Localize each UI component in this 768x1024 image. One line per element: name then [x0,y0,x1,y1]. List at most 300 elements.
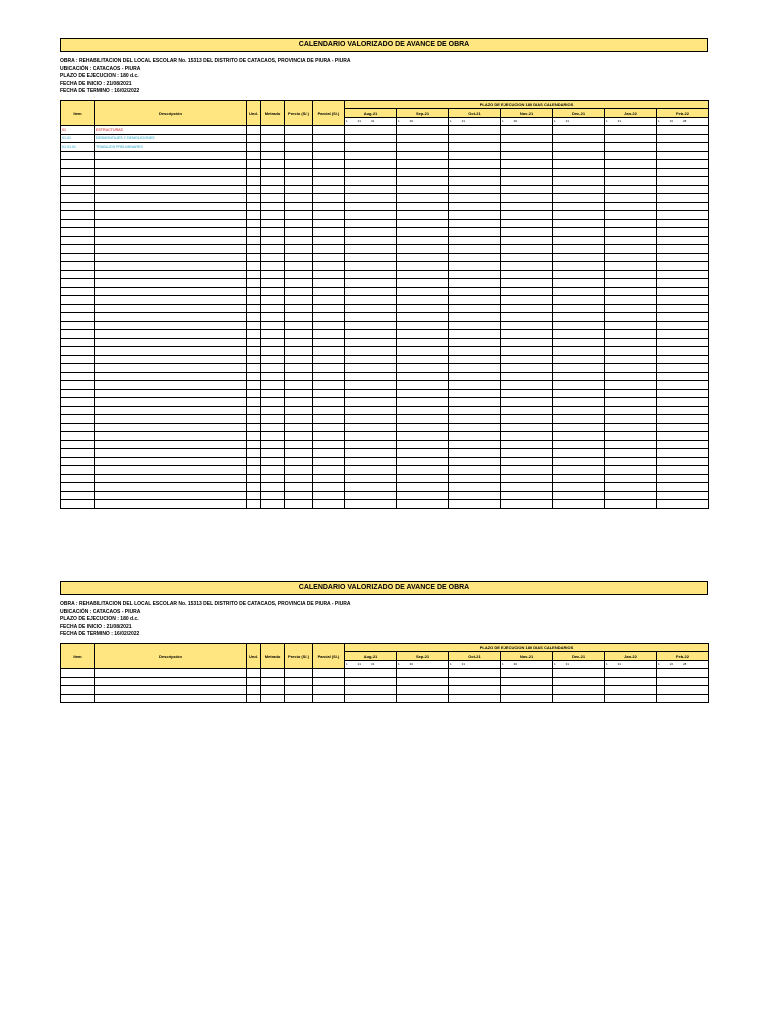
cell-item [61,228,95,237]
cell-month-value [345,134,397,143]
cell-month-value [553,228,605,237]
day-tick: 30 [513,662,518,667]
cell-price [285,194,313,203]
cell-partial [313,381,345,390]
cell-month-value [345,126,397,135]
cell-item [61,338,95,347]
cell-metrado [261,330,285,339]
cell-month-value [345,151,397,160]
day-tick: 30 [409,662,414,667]
table-row [61,236,709,245]
cell-month-value [345,296,397,305]
header-price: Precio (S/.) [285,643,313,669]
cell-month-value [605,398,657,407]
cell-month-value [449,415,501,424]
header-month: Feb-22 [657,652,709,661]
cell-month-value [397,372,449,381]
cell-metrado [261,423,285,432]
cell-metrado [261,296,285,305]
cell-month-value [605,245,657,254]
cell-price [285,270,313,279]
cell-metrado [261,202,285,211]
cell-month-value [501,236,553,245]
cell-month-value [553,398,605,407]
cell-partial [313,491,345,500]
info-plazo: PLAZO DE EJECUCION : 180 d.c. [60,73,139,80]
cell-unit [247,304,261,313]
cell-month-value [345,253,397,262]
cell-month-value [345,449,397,458]
cell-price [285,406,313,415]
cell-price [285,330,313,339]
cell-description [95,432,247,441]
table-row [61,126,709,135]
day-ticks [605,117,657,126]
day-tick: 1 [606,119,608,124]
header-month: Aug-21 [345,652,397,661]
cell-description [95,330,247,339]
cell-month-value [553,338,605,347]
cell-month-value [553,466,605,475]
cell-price [285,211,313,220]
cell-partial [313,669,345,678]
cell-month-value [345,423,397,432]
cell-unit [247,279,261,288]
cell-month-value [501,389,553,398]
header-month: Oct-21 [449,652,501,661]
cell-partial [313,432,345,441]
cell-month-value [553,406,605,415]
cell-metrado [261,126,285,135]
cell-unit [247,202,261,211]
cell-month-value [449,355,501,364]
cell-description [95,279,247,288]
cell-partial [313,474,345,483]
cell-month-value [449,304,501,313]
cell-description [95,381,247,390]
cell-unit [247,228,261,237]
day-tick: 1 [398,662,400,667]
cell-item [61,381,95,390]
cell-price [285,449,313,458]
cell-month-value [397,236,449,245]
cell-month-value [345,474,397,483]
cell-item [61,151,95,160]
cell-item [61,279,95,288]
sheet-title: CALENDARIO VALORIZADO DE AVANCE DE OBRA [60,38,708,52]
table-row [61,194,709,203]
cell-description [95,287,247,296]
cell-month-value [501,694,553,703]
cell-month-value [605,313,657,322]
cell-description [95,321,247,330]
cell-month-value [397,398,449,407]
cell-item [61,389,95,398]
cell-item [61,236,95,245]
table-row [61,304,709,313]
cell-month-value [449,491,501,500]
cell-month-value [501,228,553,237]
cell-price [285,177,313,186]
cell-month-value [657,440,709,449]
cell-month-value [397,355,449,364]
day-tick: 21 [357,662,362,667]
cell-month-value [605,168,657,177]
cell-month-value [657,168,709,177]
sheet-title: CALENDARIO VALORIZADO DE AVANCE DE OBRA [60,581,708,595]
cell-unit [247,466,261,475]
cell-month-value [501,177,553,186]
cell-description [95,270,247,279]
table-row [61,202,709,211]
header-item: Item [61,643,95,669]
table-row [61,500,709,509]
cell-month-value [553,423,605,432]
day-tick: 1 [658,119,660,124]
table-row [61,185,709,194]
cell-unit [247,270,261,279]
cell-month-value [449,406,501,415]
cell-price [285,372,313,381]
cell-month-value [449,466,501,475]
cell-month-value [449,160,501,169]
cell-item [61,686,95,695]
cell-month-value [345,219,397,228]
cell-metrado [261,228,285,237]
cell-month-value [397,449,449,458]
cell-unit [247,253,261,262]
cell-month-value [345,686,397,695]
cell-price [285,440,313,449]
cell-month-value [397,406,449,415]
cell-description [95,677,247,686]
cell-item: 01.01 [61,134,95,143]
cell-month-value [657,279,709,288]
cell-month-value [605,381,657,390]
cell-month-value [553,287,605,296]
cell-month-value [345,406,397,415]
cell-partial [313,304,345,313]
cell-month-value [553,686,605,695]
cell-month-value [657,228,709,237]
table-row [61,321,709,330]
header-description: Descripción [95,643,247,669]
cell-month-value [449,321,501,330]
cell-month-value [345,185,397,194]
cell-month-value [449,134,501,143]
cell-month-value [657,151,709,160]
cell-month-value [397,202,449,211]
cell-month-value [501,338,553,347]
cell-month-value [449,279,501,288]
cell-month-value [501,126,553,135]
header-metrado: Metrado [261,100,285,126]
cell-month-value [553,457,605,466]
header-plazo: PLAZO DE EJECUCION 180 DIAS CALENDARIOS [345,643,709,652]
cell-month-value [553,211,605,220]
header-partial: Parcial (S/.) [313,100,345,126]
cell-item [61,262,95,271]
table-row [61,491,709,500]
cell-month-value [501,432,553,441]
cell-month-value [501,194,553,203]
cell-month-value [657,143,709,152]
cell-description [95,168,247,177]
cell-month-value [605,160,657,169]
cell-month-value [449,177,501,186]
cell-month-value [657,694,709,703]
cell-month-value [397,211,449,220]
cell-description [95,304,247,313]
cell-month-value [501,423,553,432]
cell-item [61,694,95,703]
cell-month-value [553,185,605,194]
cell-month-value [605,372,657,381]
cell-month-value [449,457,501,466]
cell-month-value [605,287,657,296]
cell-metrado [261,449,285,458]
cell-month-value [449,483,501,492]
cell-item [61,355,95,364]
cell-month-value [501,491,553,500]
day-tick: 16 [669,119,674,124]
cell-price [285,253,313,262]
cell-month-value [553,694,605,703]
cell-month-value [501,381,553,390]
cell-month-value [501,474,553,483]
cell-price [285,669,313,678]
cell-unit [247,313,261,322]
cell-month-value [449,338,501,347]
cell-month-value [397,347,449,356]
cell-month-value [553,177,605,186]
cell-month-value [657,236,709,245]
cell-month-value [605,466,657,475]
cell-unit [247,415,261,424]
cell-month-value [553,415,605,424]
cell-description [95,202,247,211]
cell-partial [313,262,345,271]
cell-month-value [657,398,709,407]
cell-description [95,219,247,228]
cell-description [95,457,247,466]
cell-month-value [449,364,501,373]
cell-month-value [397,185,449,194]
cell-month-value [553,279,605,288]
cell-month-value [345,669,397,678]
schedule-table [60,100,709,509]
cell-month-value [501,304,553,313]
cell-month-value [605,270,657,279]
cell-unit [247,287,261,296]
cell-month-value [397,177,449,186]
cell-partial [313,126,345,135]
cell-month-value [449,245,501,254]
table-row [61,313,709,322]
cell-month-value [657,338,709,347]
header-month: Sep-21 [397,652,449,661]
cell-description [95,389,247,398]
cell-month-value [605,211,657,220]
cell-month-value [657,355,709,364]
cell-month-value [345,432,397,441]
cell-partial [313,457,345,466]
cell-month-value [345,270,397,279]
cell-metrado [261,406,285,415]
cell-unit [247,355,261,364]
cell-month-value [605,321,657,330]
cell-metrado [261,168,285,177]
cell-month-value [553,270,605,279]
cell-month-value [657,389,709,398]
cell-month-value [553,236,605,245]
day-tick: 1 [502,662,504,667]
project-info [60,601,708,639]
cell-price [285,457,313,466]
cell-metrado [261,347,285,356]
cell-month-value [345,483,397,492]
cell-unit [247,449,261,458]
day-ticks [657,117,709,126]
cell-month-value [657,466,709,475]
table-row [61,381,709,390]
cell-month-value [345,677,397,686]
header-month: Dec-21 [553,652,605,661]
cell-month-value [449,432,501,441]
info-termino: FECHA DE TERMINO : 16/02/2022 [60,631,140,638]
schedule-table [60,643,709,704]
cell-unit [247,126,261,135]
cell-month-value [449,168,501,177]
header-plazo: PLAZO DE EJECUCION 180 DIAS CALENDARIOS [345,100,709,109]
cell-metrado [261,287,285,296]
cell-unit [247,389,261,398]
cell-month-value [397,296,449,305]
cell-month-value [553,347,605,356]
cell-month-value [657,219,709,228]
cell-partial [313,364,345,373]
cell-unit [247,440,261,449]
day-tick: 28 [683,662,687,667]
table-row [61,398,709,407]
header-month: Jan-22 [605,652,657,661]
cell-month-value [605,677,657,686]
cell-month-value [397,457,449,466]
table-row [61,330,709,339]
cell-month-value [345,262,397,271]
cell-month-value [501,253,553,262]
cell-price [285,483,313,492]
day-tick: 31 [565,662,570,667]
cell-month-value [657,262,709,271]
table-row [61,389,709,398]
cell-month-value [605,500,657,509]
cell-month-value [553,372,605,381]
cell-price [285,160,313,169]
cell-month-value [501,347,553,356]
cell-month-value [501,279,553,288]
cell-month-value [345,168,397,177]
cell-month-value [605,338,657,347]
cell-month-value [449,296,501,305]
cell-month-value [657,194,709,203]
cell-month-value [657,423,709,432]
cell-month-value [501,483,553,492]
cell-item [61,219,95,228]
cell-description [95,313,247,322]
cell-item [61,364,95,373]
cell-month-value [345,321,397,330]
cell-month-value [605,440,657,449]
cell-month-value [449,253,501,262]
cell-unit [247,151,261,160]
table-row [61,372,709,381]
cell-description [95,211,247,220]
day-ticks [397,117,449,126]
cell-partial [313,330,345,339]
cell-item [61,449,95,458]
cell-partial [313,245,345,254]
cell-month-value [605,126,657,135]
table-row [61,228,709,237]
cell-partial [313,219,345,228]
day-ticks [345,117,397,126]
cell-unit [247,686,261,695]
cell-month-value [449,669,501,678]
info-obra: OBRA : REHABILITACION DEL LOCAL ESCOLAR No. 15313 DEL DISTRITO DE CATACAOS, PROVINCIA DE PIURA - PIURA [60,601,351,607]
cell-month-value [605,177,657,186]
cell-price [285,500,313,509]
cell-month-value [657,415,709,424]
cell-price [285,474,313,483]
cell-description [95,398,247,407]
cell-month-value [605,423,657,432]
cell-description [95,160,247,169]
cell-unit [247,364,261,373]
table-row [61,474,709,483]
cell-month-value [397,500,449,509]
cell-month-value [397,143,449,152]
cell-month-value [397,245,449,254]
table-row [61,262,709,271]
cell-month-value [605,185,657,194]
cell-item [61,457,95,466]
cell-metrado [261,466,285,475]
cell-month-value [605,474,657,483]
cell-price [285,415,313,424]
cell-item [61,160,95,169]
cell-month-value [657,381,709,390]
cell-metrado [261,253,285,262]
cell-month-value [605,202,657,211]
cell-metrado [261,381,285,390]
cell-price [285,398,313,407]
cell-item [61,253,95,262]
cell-partial [313,236,345,245]
cell-unit [247,160,261,169]
cell-month-value [553,355,605,364]
info-termino: FECHA DE TERMINO : 16/02/2022 [60,88,140,95]
info-ubicacion: UBICACIÓN : CATACAOS - PIURA [60,608,141,615]
cell-month-value [449,423,501,432]
cell-metrado [261,177,285,186]
cell-metrado [261,304,285,313]
day-ticks [501,660,553,669]
cell-month-value [397,194,449,203]
cell-price [285,296,313,305]
day-tick: 1 [658,662,660,667]
cell-price [285,466,313,475]
